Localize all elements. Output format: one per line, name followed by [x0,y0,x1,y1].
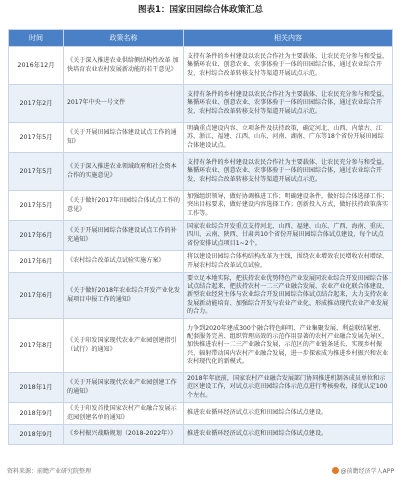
cell-policy-name: 《农村综合改革试点试验实施方案》 [64,251,184,273]
cell-content: 力争到2020年建成300个融合特色鲜明、产业集聚发展、利益联结紧密、配套服务完善、组织管理高效的示范作用显著的农村产业融合发展先导区，加快推进农村一二三产业融合发展，示范区的产业链条延长、实现乡村振兴，辐射带动国内农村产业融合发展，进一步探索成为推进乡村振兴和农业农村现代化的新模式。 [184,319,393,373]
cell-time: 2018年9月 [9,425,64,445]
table-row [9,123,393,153]
cell-time: 2017年5月 [9,123,64,153]
cell-content: 加强组织领导，做好协调推进工作；明确建设条件，做好综合体选择工作；突出目标要求，做好建设内容选择工作；创新投入方式，做好扶持政策落实工作等。 [184,191,393,221]
cell-content: 明确重点建设内容、立项条件及扶持政策，确定河北、山西、内蒙古、江苏、浙江、福建、江西、山东、河南、湖南、广东等18个省份开展田园综合体建设试点。 [184,123,393,153]
table-row [9,221,393,251]
cell-time: 2018年1月 [9,373,64,403]
cell-time: 2018年9月 [9,403,64,425]
source-note: 资料来源：前瞻产业研究院整理 [7,468,92,475]
cell-time: 2017年6月 [9,221,64,251]
cell-policy-name: 2017年中央一号文件 [64,85,184,123]
cell-time: 2017年5月 [9,191,64,221]
cell-time: 2017年2月 [9,85,64,123]
table-header-row [9,30,393,47]
cell-policy-name: 《关于深入推进农业领域政府和社会资本合作的实施意见》 [64,153,184,191]
cell-policy-name: 《乡村振兴战略规划（2018-2022年）》 [64,425,184,445]
cell-content: 支持有条件的乡村建设以农民合作社为主要载体、让农民充分参与和受益，集循环农业、创意农业、农事体验于一体的田园综合体，通过农业综合开发、农村综合改革转移支付等渠道开展试点示范。 [184,85,393,123]
col-header-policy-name: 政策名称 [64,30,184,47]
cell-policy-name: 《关于做好2017年田园综合体试点工作的意见》 [64,191,184,221]
table-row [9,153,393,191]
cell-time: 2017年6月 [9,273,64,319]
cell-policy-name: 《关于开展国家现代农业产业园创建工作的通知》 [64,373,184,403]
cell-policy-name: 《关于印发首批国家农村产业融合发展示范园创建名单的通知》 [64,403,184,425]
cell-policy-name: 《关于开展田园综合体建设试点工作的补充通知》 [64,221,184,251]
policy-table [8,29,393,445]
table-row [9,403,393,425]
watermark-text: @前瞻经济学人APP [340,468,394,475]
cell-content: 将以建设田园综合体构结构改革为主线，围绕农业增效农民增收农村增绿，开展农村综合改革试点试验。 [184,251,393,273]
table-row [9,273,393,319]
cell-content: 2018年年底前，国家农村产业融合发展部门协同推进机制各成员单位和示范区建设工作，对试点示范田园综合体示范点进行考核验收，择优认定100个左右。 [184,373,393,403]
cell-time: 2017年8月 [9,319,64,373]
table-row [9,373,393,403]
table-row [9,319,393,373]
cell-policy-name: 《关于印发国家现代农业产业园创建指引（试行）的通知》 [64,319,184,373]
cell-content: 要立足本地实际，把扶持农业优势特色产业发展同农业综合开发田园综合体试点结合起来，把扶持农村一二三产业融合发展、农业产业化联合体建设、新型农业经营主体与农业综合开发田园综合体试点结合起来，大力支持农业发展新动能培育、加强综合开发与农业产业化、形成推动现代农业产业发展的合力。 [184,273,393,319]
cell-content: 支持有条件的乡村建设以农民合作社为主要载体、让农民充分参与和受益，集循环农业、创意农业、农事体验于一体的田园综合体，通过农业综合开发、农村综合改革转移支付等渠道开展试点示范。 [184,153,393,191]
cell-content: 推进农业循环经济试点示范和田园综合体试点建设。 [184,425,393,445]
table-row [9,425,393,445]
col-header-time: 时间 [9,30,64,47]
cell-policy-name: 《关于做好2018年农业综合开发产业化发展项目申报工作的通知》 [64,273,184,319]
col-header-content: 相关内容 [184,30,393,47]
cell-content: 推进农业循环经济试点示范和田园综合体试点建设。 [184,403,393,425]
cell-time: 2017年5月 [9,153,64,191]
table-row [9,191,393,221]
cell-policy-name: 《关于深入推进农业供给侧结构性改革 加快培育农业农村发展新动能的若干意见》 [64,47,184,85]
cell-time: 2017年6月 [9,251,64,273]
table-row [9,85,393,123]
table-row [9,251,393,273]
qianzhan-logo-icon [332,467,339,474]
footer [7,466,394,478]
page-title: 图表1：国家田园综合体政策汇总 [138,5,263,15]
cell-content: 国家农业综合开发重点支持河北、山西、福建、山东、广西、海南、重庆、四川、云南、陕西、甘肃共10个省份开展田园综合体试点建设，每个试点省份安排试点项目1~2个。 [184,221,393,251]
cell-time: 2016年12月 [9,47,64,85]
cell-content: 支持有条件的乡村建设以农民合作社为主要载体、让农民充分参与和受益，集循环农业、创意农业、农事体验于一体的田园综合体，通过农业综合开发、农村综合改革转移支付等渠道开展试点示范。 [184,47,393,85]
cell-policy-name: 《关于开展田园综合体建设试点工作的通知》 [64,123,184,153]
table-row [9,47,393,85]
watermark [332,466,394,475]
